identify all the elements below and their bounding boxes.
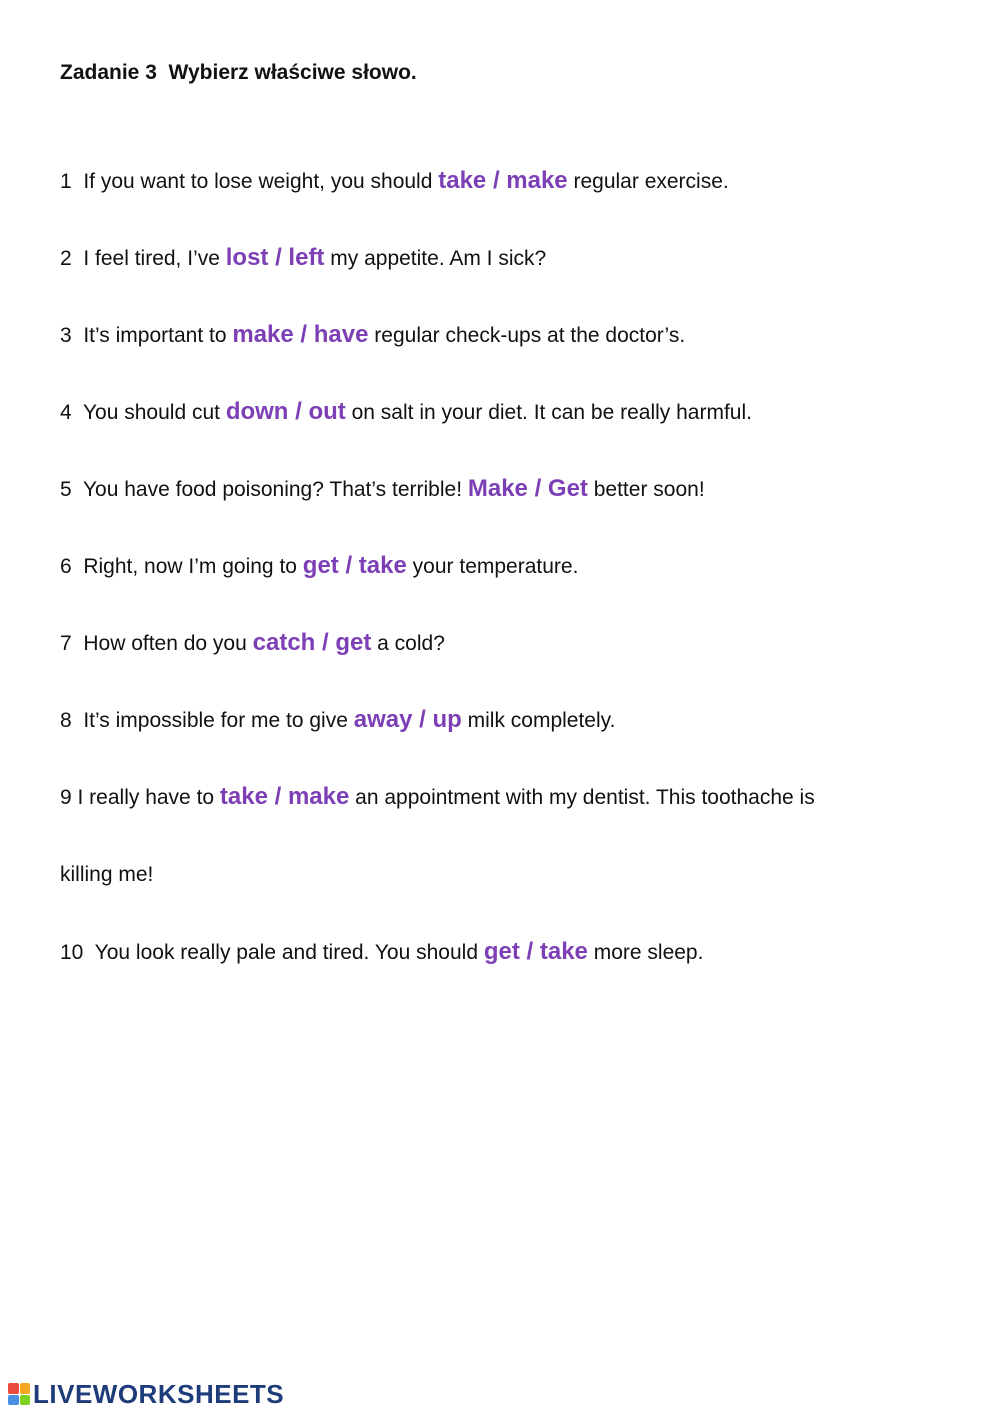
sentence-text: 4 You should cut (60, 401, 226, 424)
sentence-6 (60, 546, 578, 586)
sentence-4 (60, 392, 752, 432)
logo-square (20, 1395, 31, 1406)
word-choice[interactable]: away / up (353, 706, 462, 733)
sentence-text: an appointment with my dentist. This toothache is (349, 786, 815, 809)
sentence-text: better soon! (587, 478, 705, 501)
word-choice[interactable]: make / have (232, 321, 369, 348)
word-choice[interactable]: down / out (225, 398, 346, 425)
sentence-text: my appetite. Am I sick? (324, 247, 547, 270)
word-choice[interactable]: get / take (302, 552, 407, 579)
sentence-1 (60, 161, 729, 201)
sentence-text: regular exercise. (567, 170, 729, 193)
sentence-10 (60, 932, 703, 972)
sentence-9-continuation (60, 855, 153, 895)
sentence-text: 1 If you want to lose weight, you should (60, 170, 439, 193)
logo-square (8, 1395, 19, 1406)
sentence-5 (60, 469, 705, 509)
sentence-8 (60, 700, 615, 740)
sentence-7 (60, 623, 445, 663)
sentence-text: a cold? (371, 632, 445, 655)
sentence-text: 8 It’s impossible for me to give (60, 709, 354, 732)
sentence-text: 5 You have food poisoning? That’s terrible! (60, 478, 468, 501)
sentence-text: 9 I really have to (60, 786, 220, 809)
sentence-text: killing me! (60, 863, 154, 886)
liveworksheets-logo[interactable] (8, 1380, 284, 1408)
sentence-text: milk completely. (461, 709, 616, 732)
sentence-text: 3 It’s important to (60, 324, 233, 347)
sentence-2 (60, 238, 546, 278)
logo-square (20, 1383, 31, 1394)
sentence-text: more sleep. (587, 941, 704, 964)
sentence-3 (60, 315, 685, 355)
word-choice[interactable]: take / make (438, 167, 568, 194)
logo-square (8, 1383, 19, 1394)
sentence-text: regular check-ups at the doctor’s. (368, 324, 686, 347)
word-choice[interactable]: get / take (483, 938, 588, 965)
sentence-9 (60, 777, 815, 817)
sentence-text: on salt in your diet. It can be really harmful. (345, 401, 752, 424)
sentence-text: 6 Right, now I’m going to (60, 555, 303, 578)
sentence-text: 2 I feel tired, I’ve (60, 247, 226, 270)
word-choice[interactable]: catch / get (252, 629, 372, 656)
word-choice[interactable]: lost / left (225, 244, 325, 271)
sentence-text: 10 You look really pale and tired. You should (60, 941, 484, 964)
logo-text: LIVEWORKSHEETS (33, 1378, 285, 1409)
sentence-text: 7 How often do you (60, 632, 253, 655)
word-choice[interactable]: take / make (219, 783, 350, 810)
sentence-text: your temperature. (406, 555, 579, 578)
page-title: Zadanie 3 Wybierz właściwe słowo. (60, 61, 417, 84)
liveworksheets-logo-icon (8, 1383, 30, 1405)
word-choice[interactable]: Make / Get (467, 475, 588, 502)
